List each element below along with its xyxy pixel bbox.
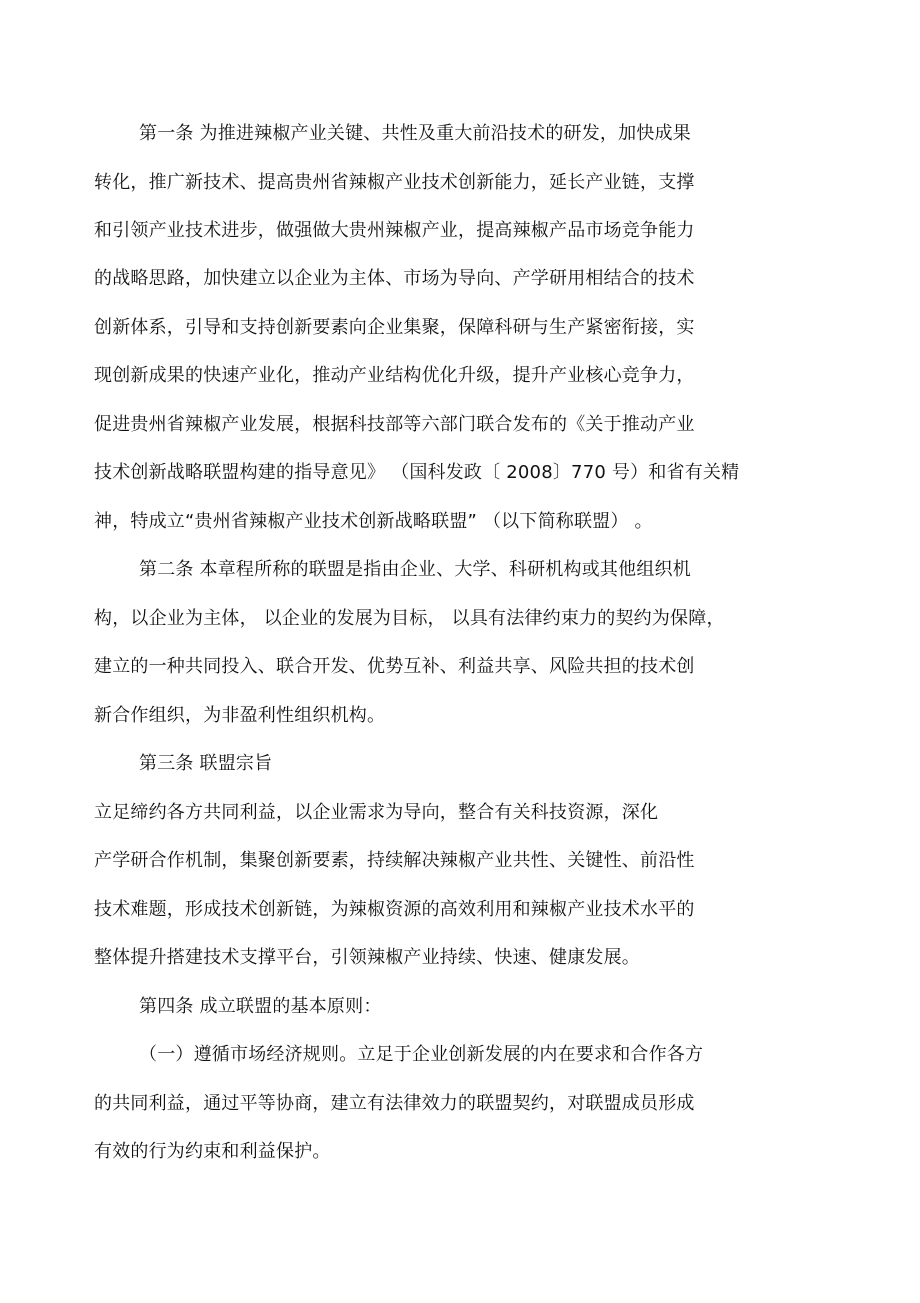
article-3-line-4: 整体提升搭建技术支撑平台，引领辣椒产业持续、快速、健康发展。 xyxy=(94,947,640,968)
article-4-heading: 第四条 成立联盟的基本原则： xyxy=(139,996,382,1017)
article-2-line-4: 新合作组织，为非盈利性组织机构。 xyxy=(94,705,386,726)
article-1-line-3: 和引领产业技术进步，做强做大贵州辣椒产业，提高辣椒产品市场竞争能力 xyxy=(94,220,695,241)
article-1-line-2: 转化，推广新技术、提高贵州省辣椒产业技术创新能力，延长产业链，支撑 xyxy=(94,172,695,193)
article-2-line-3: 建立的一种共同投入、联合开发、优势互补、利益共享、风险共担的技术创 xyxy=(94,656,695,677)
article-4-item-1-line-2: 的共同利益，通过平等协商，建立有法律效力的联盟契约，对联盟成员形成 xyxy=(94,1093,695,1114)
article-2-line-1: 第二条 本章程所称的联盟是指由企业、大学、科研机构或其他组织机 xyxy=(139,559,691,580)
article-1-line-5: 创新体系，引导和支持创新要素向企业集聚，保障科研与生产紧密衔接，实 xyxy=(94,317,695,338)
article-3-line-3: 技术难题，形成技术创新链，为辣椒资源的高效利用和辣椒产业技术水平的 xyxy=(94,899,695,920)
article-1-line-4: 的战略思路，加快建立以企业为主体、市场为导向、产学研用相结合的技术 xyxy=(94,268,695,289)
article-4-item-1-line-1: （一）遵循市场经济规则。立足于企业创新发展的内在要求和合作各方 xyxy=(139,1044,704,1065)
article-3-line-2: 产学研合作机制，集聚创新要素，持续解决辣椒产业共性、关键性、前沿性 xyxy=(94,850,695,871)
article-2-line-2: 构，以企业为主体， 以企业的发展为目标， 以具有法律约束力的契约为保障， xyxy=(94,608,725,629)
article-4-item-1-line-3: 有效的行为约束和利益保护。 xyxy=(94,1141,331,1162)
article-1-line-1: 第一条 为推进辣椒产业关键、共性及重大前沿技术的研发，加快成果 xyxy=(139,123,691,144)
article-1-line-9: 神，特成立“贵州省辣椒产业技术创新战略联盟” （以下简称联盟） 。 xyxy=(94,511,653,532)
article-3-heading: 第三条 联盟宗旨 xyxy=(139,753,273,774)
article-1-line-6: 现创新成果的快速产业化，推动产业结构优化升级，提升产业核心竞争力， xyxy=(94,365,695,386)
article-1-line-7: 促进贵州省辣椒产业发展，根据科技部等六部门联合发布的《关于推动产业 xyxy=(94,414,695,435)
article-1-line-8: 技术创新战略联盟构建的指导意见》 （国科发政〔 2008〕770 号）和省有关精 xyxy=(94,462,740,483)
article-3-line-1: 立足缔约各方共同利益，以企业需求为导向，整合有关科技资源，深化 xyxy=(94,802,659,823)
